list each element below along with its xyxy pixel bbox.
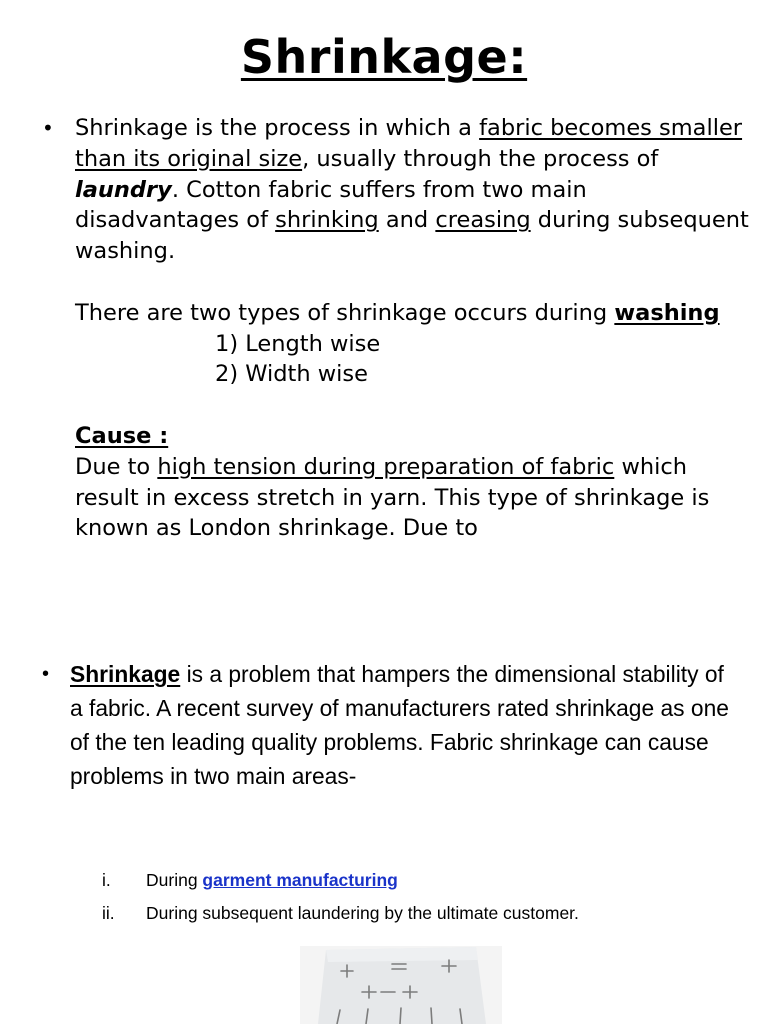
bullet-2-body — [70, 657, 730, 793]
cause-heading: Cause : — [75, 422, 169, 449]
definition-text-3: . Cotton fabric suffers from two main disadvantages of — [75, 176, 587, 234]
type-item-width: 2) Width wise — [215, 361, 368, 388]
types-washing: washing — [614, 299, 720, 326]
bullet-marker: • — [42, 663, 50, 685]
list-number: i. — [102, 870, 111, 890]
cause-underline-tension: high tension during preparation of fabric — [157, 453, 615, 480]
definition-text-4: and — [378, 207, 436, 234]
cause-text-2: which result in excess stretch in yarn. This type of shrinkage is known as London shrinkage. Due to — [75, 453, 710, 542]
bullet-marker: • — [42, 116, 54, 140]
paragraph-types — [75, 298, 755, 329]
list-item-text: During subsequent laundering by the ultimate customer. — [146, 903, 579, 923]
bullet-2-text: is a problem that hampers the dimensional stability of a fabric. A recent survey of manufacturers rated shrinkage as one of the ten leading quality problems. Fabric shrinkage can cause problems in two main areas- — [70, 661, 729, 789]
list-item-text: During — [146, 870, 203, 890]
list-item — [102, 866, 722, 899]
garment-manufacturing-link[interactable]: garment manufacturing — [202, 870, 398, 890]
definition-laundry: laundry — [75, 176, 172, 203]
type-item-length: 1) Length wise — [215, 330, 381, 357]
definition-underline-creasing: creasing — [435, 207, 531, 234]
paragraph-cause — [75, 452, 755, 544]
bullet-1-body — [75, 113, 755, 544]
definition-underline-size: fabric becomes smaller than its original size — [75, 115, 743, 172]
definition-text-5: during subsequent washing. — [75, 207, 749, 265]
list-number: ii. — [102, 903, 115, 923]
problem-areas-list — [102, 866, 722, 932]
page-title: Shrinkage: — [240, 30, 528, 84]
definition-text-1: Shrinkage is the process in which a — [75, 115, 480, 141]
types-intro: There are two types of shrinkage occurs during — [75, 299, 615, 326]
fabric-sample-image — [300, 946, 502, 1024]
definition-text-2: , usually through the process of — [302, 145, 659, 172]
shrinkage-term: Shrinkage — [70, 661, 181, 687]
list-item — [102, 899, 722, 932]
paragraph-definition — [75, 113, 755, 267]
definition-underline-shrinking: shrinking — [275, 207, 379, 234]
cause-text-1: Due to — [75, 453, 158, 480]
